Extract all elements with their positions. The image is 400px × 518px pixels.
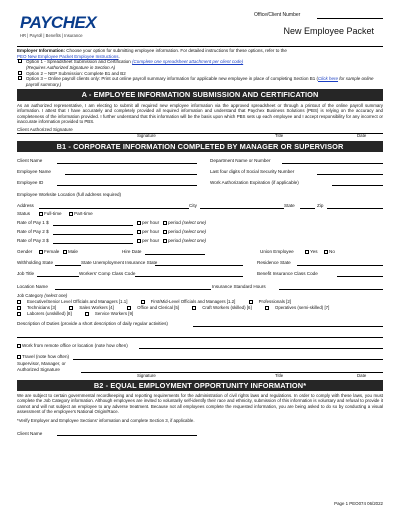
workers-comp-label: Workers' Comp Class Code — [79, 271, 136, 277]
address-label: Address — [17, 203, 34, 209]
state-label: State — [284, 203, 295, 209]
rate-1-field[interactable] — [53, 225, 133, 226]
rate-1-per-hour[interactable]: per hour — [137, 220, 159, 226]
supervisor-row — [17, 361, 383, 374]
rate-3-field[interactable] — [53, 243, 133, 244]
rate-2-period[interactable]: period (select one) — [163, 229, 206, 235]
date-caption: Date — [357, 372, 367, 378]
document-title: New Employee Packet — [283, 26, 374, 36]
location-name-field[interactable] — [55, 289, 211, 290]
remote-field[interactable] — [139, 348, 383, 349]
category-option[interactable]: Craft Workers (skilled) [6] — [192, 305, 257, 310]
option-1-link[interactable]: (Complete one spreadsheet attachment per client code) — [132, 59, 244, 65]
intro-text: Choose your option for submitting employee information. For detailed instructions for these options, refer to the — [65, 48, 287, 53]
worksite-row — [17, 187, 383, 199]
category-option[interactable]: Technicians [3] — [17, 305, 62, 310]
section-b2-title: B2 - EQUAL EMPLOYMENT OPPORTUNITY INFORMATION* — [17, 380, 383, 391]
hire-date-field[interactable] — [145, 254, 205, 255]
remote-row — [17, 339, 383, 350]
duties-field[interactable] — [193, 326, 383, 327]
category-option[interactable]: Professionals [2] — [249, 299, 297, 304]
section-b1-signature-captions — [17, 374, 383, 380]
employee-id-label: Employee ID — [17, 180, 44, 186]
employee-name-label: Employee Name — [17, 169, 51, 175]
rate-row-3 — [17, 236, 383, 245]
section-a-signature-row — [17, 125, 383, 134]
travel-field[interactable] — [73, 359, 383, 360]
option-3 — [18, 76, 383, 87]
signature-caption: Signature — [137, 132, 156, 138]
section-b2-body: We are subject to certain governmental recordkeeping and reporting requirements for the administration of civil rights laws and regulations. In order to comply with these laws, you must complete the Job Category information. Although employees are invited to voluntarily self-identify their race and ethnicity, submission of this information is voluntary and refusal to provide it cannot and will not subject an employee to any adverse treatment. Because not all employees complete the requested information, you are being asked to do so by conducting a visual assessment of the employee's National Origin/Race. — [17, 392, 383, 415]
work-auth-field[interactable] — [332, 185, 383, 186]
state-field[interactable] — [300, 208, 315, 209]
page-footer: Page 1 PEO074 06/2022 — [334, 500, 383, 506]
b2-client-name-field[interactable] — [57, 435, 197, 436]
address-row — [17, 199, 383, 210]
b2-client-name-label: Client Name — [17, 430, 43, 436]
option-3-checkbox[interactable] — [18, 76, 22, 80]
union-no-option[interactable]: No — [324, 249, 335, 255]
rate-2-field[interactable] — [53, 234, 133, 235]
job-title-label: Job Title — [17, 271, 35, 277]
category-option[interactable]: Service Workers [9] — [85, 311, 139, 316]
option-3-link[interactable]: Click here — [318, 76, 339, 82]
category-option[interactable]: Laborers (unskilled) [8] — [17, 311, 78, 316]
option-1-text: Option 1 - Spreadsheet Submission and Certification — [26, 59, 133, 65]
rate-row-2 — [17, 227, 383, 236]
client-dept-row — [17, 154, 383, 165]
sui-label: State Unemployment Insurance State — [81, 260, 158, 266]
paychex-logo: PAYCHEX — [20, 13, 97, 32]
ssn-field[interactable] — [317, 174, 383, 175]
category-option[interactable]: Operatives (semi-skilled) [7] — [265, 305, 335, 310]
office-client-label: Office/Client Number — [254, 12, 301, 18]
intro-lead: Employer Information: — [17, 48, 66, 53]
union-label: Union Employee — [260, 249, 294, 255]
option-1 — [18, 59, 383, 70]
option-2-text: Option 2 – NEP Submission: Complete B1 and B2 — [26, 70, 126, 76]
city-field[interactable] — [200, 208, 284, 209]
header — [17, 8, 383, 46]
employee-id-field[interactable] — [57, 185, 197, 186]
location-row — [17, 278, 383, 291]
employee-name-row — [17, 165, 383, 176]
job-title-field[interactable] — [37, 276, 79, 277]
section-b2-note: *Verify Employer and Employee Sections' information and complete Section 3, if applicable. — [17, 417, 195, 423]
rate-2-label: Rate of Pay 2 $ — [17, 229, 49, 235]
category-option[interactable]: Sales Workers [4] — [69, 305, 120, 310]
gender-label: Gender — [17, 249, 33, 255]
title-caption: Title — [275, 372, 284, 378]
job-title-row — [17, 267, 383, 278]
title-caption: Title — [275, 132, 284, 138]
section-a-title: A - EMPLOYEE INFORMATION SUBMISSION AND CERTIFICATION — [17, 89, 383, 100]
insurance-hours-label: Insurance Standard Hours — [212, 284, 266, 290]
header-rule — [17, 46, 383, 47]
gender-row — [17, 245, 383, 256]
rate-1-label: Rate of Pay 1 $ — [17, 220, 49, 226]
rate-3-label: Rate of Pay 3 $ — [17, 238, 49, 244]
department-field[interactable] — [282, 163, 383, 164]
rate-row-1 — [17, 218, 383, 227]
client-signature-label: Client Authorized Signature — [17, 126, 73, 132]
job-category — [17, 293, 383, 317]
part-time-option[interactable]: Part-time — [69, 211, 93, 217]
client-name-field[interactable] — [57, 163, 197, 164]
option-1-sub: (Requires Authorized Signature in Section A) — [26, 64, 116, 70]
location-name-label: Location Name — [17, 284, 48, 290]
zip-label: Zip — [317, 203, 324, 209]
rate-3-per-hour[interactable]: per hour — [137, 238, 159, 244]
supervisor-label: Supervisor, Manager, or Authorized Signature — [17, 361, 66, 372]
job-category-label: Job Category — [17, 292, 44, 298]
residence-field[interactable] — [297, 265, 383, 266]
ssn-label: Last four digits of Social Security Number — [210, 169, 295, 175]
zip-field[interactable] — [327, 208, 383, 209]
duties-row-2 — [17, 328, 383, 339]
city-label: City — [189, 203, 197, 209]
employee-id-row — [17, 176, 383, 187]
logo-tagline: HR | Payroll | Benefits | Insurance — [20, 33, 83, 38]
option-3-text: Option 3 – Online payroll clients only: Print out online payroll summary information for applicable new employee in place of completing Section B1 ( — [25, 76, 319, 82]
work-auth-label: Work Authorization Expiration (if applicable) — [210, 180, 299, 186]
workers-comp-field[interactable] — [135, 276, 243, 277]
section-b1-title: B1 - CORPORATE INFORMATION COMPLETED BY MANAGER OR SUPERVISOR — [17, 141, 383, 152]
job-category-note: (select one) — [44, 292, 68, 298]
section-a-signature-captions — [17, 134, 383, 140]
duties-label: Description of Duties (provide a short description of daily regular activities) — [17, 320, 168, 326]
worksite-label: Employee Worksite Location (full address required) — [17, 192, 122, 198]
job-category-row-2 — [17, 305, 383, 311]
female-option[interactable]: Female — [39, 249, 59, 255]
option-2-checkbox[interactable] — [18, 71, 22, 75]
insurance-hours-field[interactable] — [279, 289, 383, 290]
duties-row — [17, 317, 383, 328]
client-name-label: Client Name — [17, 158, 43, 164]
supervisor-signature-field[interactable] — [81, 372, 383, 373]
status-label: Status — [17, 211, 31, 217]
section-a-body: As an authorized representative, I am electing to submit all required new employee information via the approved spreadsheet or through a printout of the online payroll summary information. I attest that I have accurately and completely provided all required information and understand that Paychex Business Solutions (PBS) is relying on the accuracy and completeness of the information provided. I further understand that this information will be the basis upon which PBS sets up each employee and I accept responsibility for any incorrect or inaccurate information provided to PBS. — [17, 102, 383, 125]
employee-name-field[interactable] — [65, 174, 197, 175]
withholding-field[interactable] — [55, 265, 81, 266]
rate-1-period[interactable]: period (select one) — [163, 220, 206, 226]
withholding-row — [17, 256, 383, 267]
travel-row — [17, 350, 383, 361]
category-option[interactable]: First/Mid-Level Officials and Managers [1.2] — [141, 299, 242, 304]
benefit-class-label: Benefit Insurance Class Code — [257, 271, 318, 277]
instructions-link[interactable]: PEO New Employee Packet Employee Instructions — [17, 53, 119, 59]
option-1-checkbox[interactable] — [18, 59, 22, 63]
department-label: Department Name or Number — [210, 158, 271, 164]
residence-label: Residence State — [257, 260, 291, 266]
withholding-label: Withholding State — [17, 260, 54, 266]
employer-information: Employer Information: Choose your option for submitting employee information. For detailed instructions for these options, refer to the PEO New Employee Packet Employee Instructions. Option 1 - Spreadsheet Submission and Certification (Complete one spreadsheet attachment per client code) (Requires Authorized Signature in Section A) Option 2 – NEP Submission: Complete B1 and B2 Option 3 – Online payroll clients only: Print out online payroll summary information for applicable new employee in place of completing Section B1 (Click here for sample online payroll summary.) — [17, 48, 383, 87]
hire-date-label: Hire Date — [122, 249, 142, 255]
duties-field-2[interactable] — [17, 337, 383, 338]
male-option[interactable]: Male — [63, 249, 78, 255]
full-time-option[interactable]: Full-time — [39, 211, 62, 217]
office-client-field[interactable] — [317, 18, 383, 19]
remote-option[interactable]: Work from remote office or location (note how often) — [17, 343, 128, 349]
signature-caption: Signature — [137, 372, 156, 378]
benefit-class-field[interactable] — [337, 276, 383, 277]
sui-field[interactable] — [155, 265, 243, 266]
union-yes-option[interactable]: Yes — [305, 249, 318, 255]
address-field[interactable] — [39, 208, 189, 209]
travel-option[interactable]: Travel (note how often) — [17, 354, 69, 360]
b2-client-row — [17, 423, 383, 437]
date-caption: Date — [357, 132, 367, 138]
option-3-post: for sample online payroll summary.) — [25, 76, 374, 87]
category-option[interactable]: Executive/Senior Level Officials and Managers [1.1] — [17, 299, 133, 304]
rate-2-per-hour[interactable]: per hour — [137, 229, 159, 235]
rate-3-period[interactable]: period (select one) — [163, 238, 206, 244]
category-option[interactable]: Office and Clerical [5] — [127, 305, 185, 310]
status-row — [17, 210, 383, 218]
